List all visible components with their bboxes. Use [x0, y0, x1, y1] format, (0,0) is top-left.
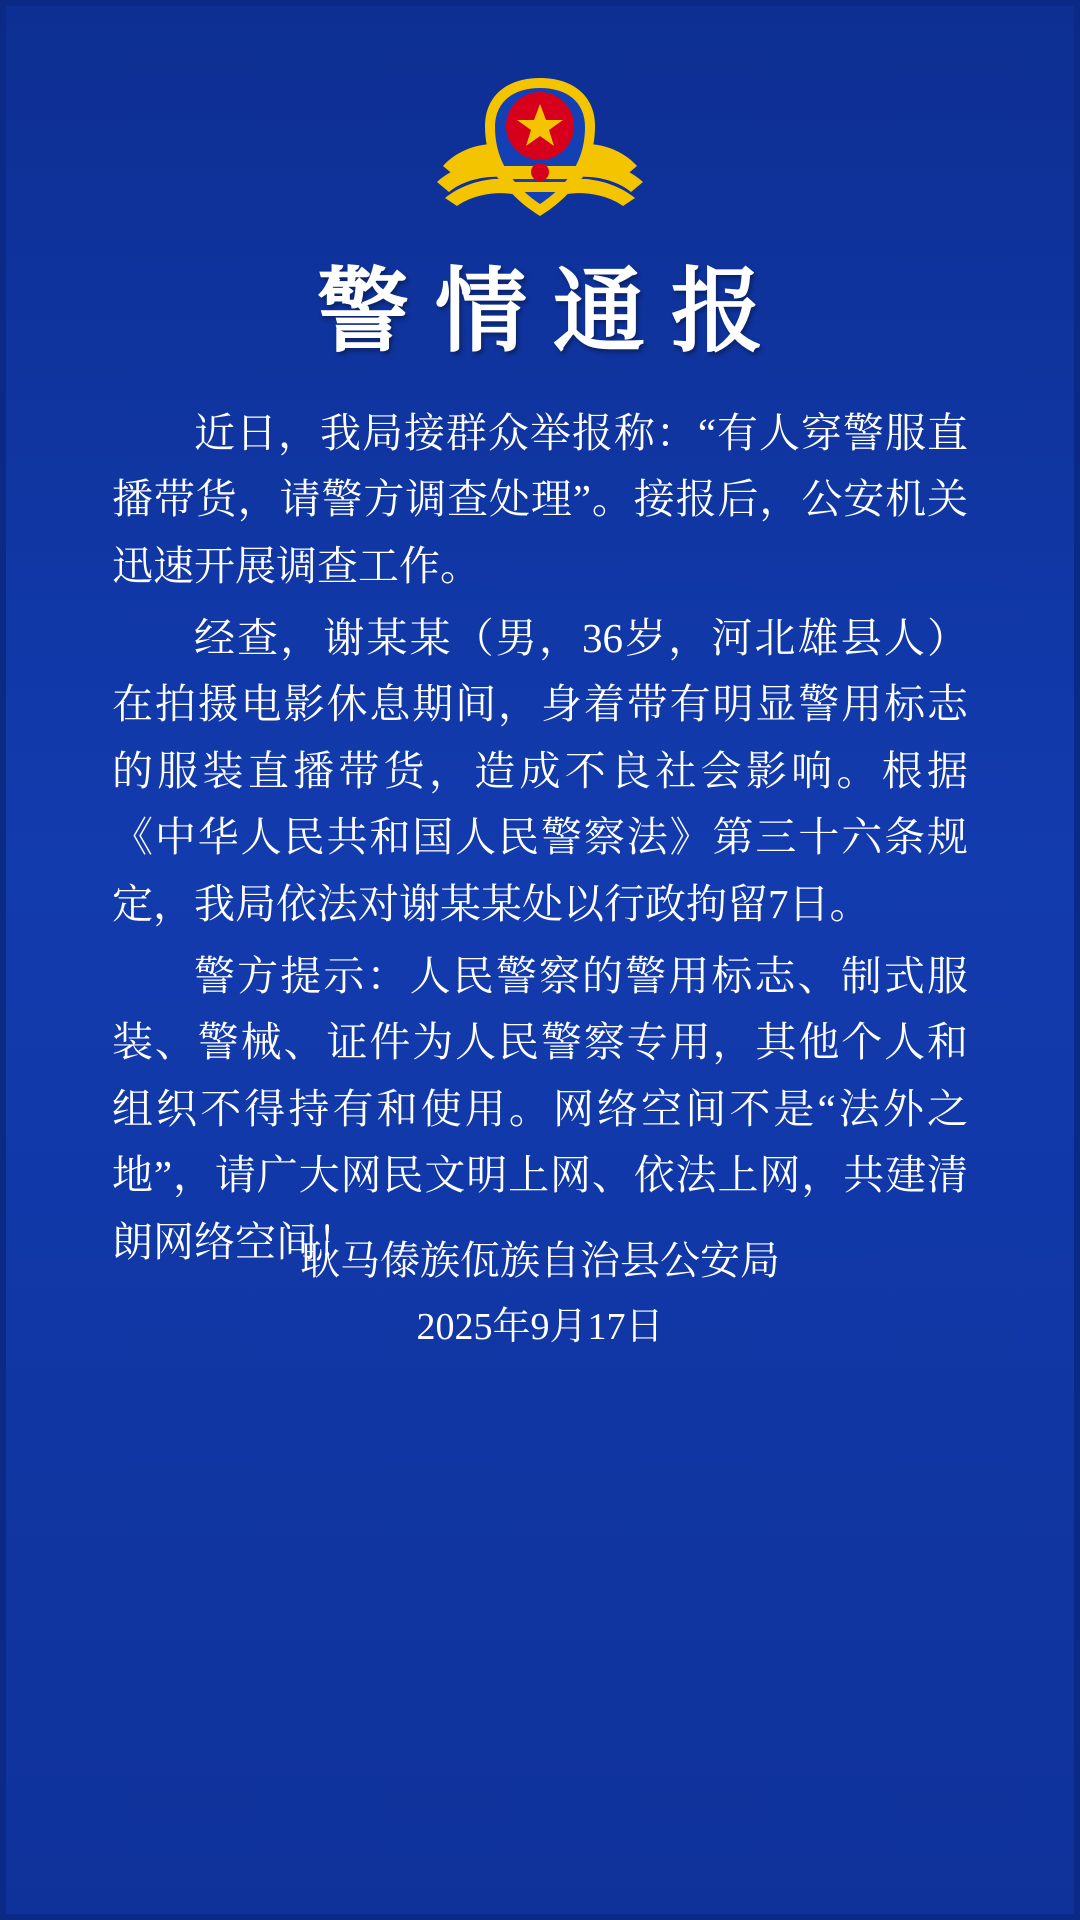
china-police-badge-icon [435, 70, 645, 230]
issuing-organization: 耿马傣族佤族自治县公安局 [300, 1238, 780, 1284]
issue-date: 2025年9月17日 [416, 1306, 664, 1349]
notice-paragraph: 警方提示：人民警察的警用标志、制式服装、警械、证件为人民警察专用，其他个人和组织不得持有和使用。网络空间不是“法外之地”，请广大网民文明上网、依法上网，共建清朗网络空间！ [112, 953, 968, 1265]
emblem-container [60, 0, 1020, 230]
notice-paragraph: 近日，我局接群众举报称：“有人穿警服直播带货，请警方调查处理”。接报后，公安机关迅速开展调查工作。 [112, 409, 968, 589]
page-title: 警情通报 [316, 261, 789, 363]
notice-paragraph: 经查，谢某某（男，36岁，河北雄县人）在拍摄电影休息期间，身着带有明显警用标志的服装直播带货，造成不良社会影响。根据《中华人民共和国人民警察法》第三十六条规定，我局依法对谢某某处以行政拘留7日。 [112, 615, 968, 927]
notice-body [60, 400, 1020, 1275]
signature-block [0, 1227, 1080, 1360]
